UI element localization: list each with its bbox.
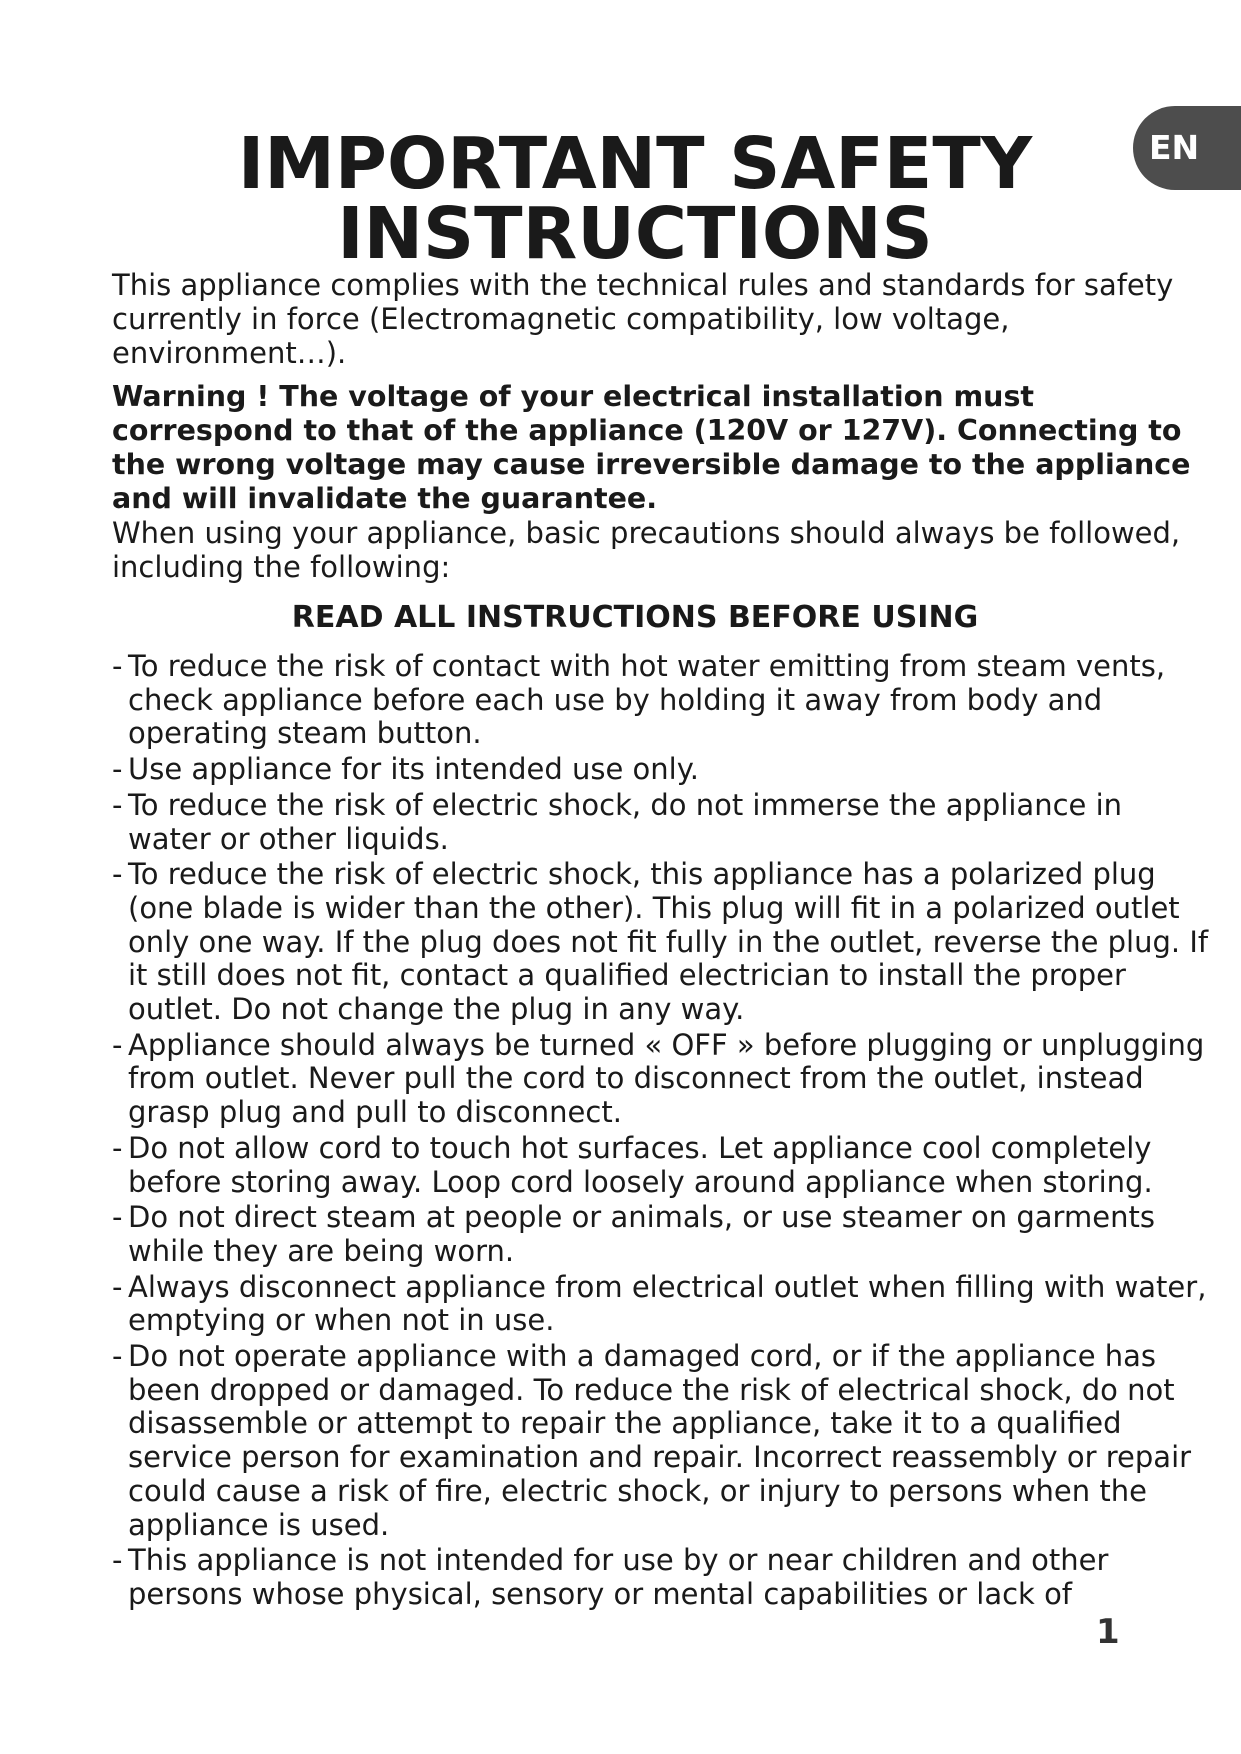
list-item-text: Always disconnect appliance from electrical outlet when filling with water, emptying or when not in use. bbox=[128, 1269, 1207, 1338]
list-item-text: Appliance should always be turned « OFF » before plugging or unplugging from outlet. Never pull the cord to disconnect from the outlet, instead grasp plug and pull to disconnect. bbox=[128, 1027, 1205, 1130]
list-item bbox=[112, 789, 1212, 856]
list-item bbox=[112, 1340, 1212, 1542]
list-item bbox=[112, 1029, 1212, 1130]
bullet-dash: - bbox=[112, 1269, 123, 1304]
page-title-line-1: IMPORTANT SAFETY bbox=[237, 122, 1033, 205]
voltage-warning: Warning ! The voltage of your electrical installation must correspond to that of the appliance (120V or 127V). Connecting to the wrong voltage may cause irreversible damage to the appliance and will invalidate the guarantee. bbox=[112, 380, 1191, 515]
bullet-dash: - bbox=[112, 1027, 123, 1062]
list-item-text: To reduce the risk of contact with hot water emitting from steam vents, check appliance before each use by holding it away from body and operating steam button. bbox=[128, 649, 1166, 751]
list-item-text: Do not operate appliance with a damaged cord, or if the appliance has been dropped or damaged. To reduce the risk of electrical shock, do not disassemble or attempt to repair the appliance, take it to a qualified service person for examination and repair. Incorrect reassembly or repair could cause a risk of fire, electric shock, or injury to persons when the appliance is used. bbox=[128, 1339, 1192, 1542]
list-item bbox=[112, 753, 1212, 787]
list-item-text: To reduce the risk of electric shock, this appliance has a polarized plug (one blade is wider than the other). This plug will fit in a polarized outlet only one way. If the plug does not fit fully in the outlet, reverse the plug. If it still does not fit, contact a qualified electrician to install the proper outlet. Do not change the plug in any way. bbox=[128, 857, 1209, 1027]
language-tab: EN bbox=[1133, 106, 1241, 190]
bullet-dash: - bbox=[112, 649, 123, 683]
safety-instruction-list bbox=[112, 650, 1212, 1614]
list-item-text: Do not direct steam at people or animals, or use steamer on garments while they are being worn. bbox=[128, 1200, 1155, 1268]
list-item bbox=[112, 1544, 1212, 1611]
bullet-dash: - bbox=[112, 1543, 123, 1578]
list-item bbox=[112, 858, 1212, 1027]
page-title-line-2: INSTRUCTIONS bbox=[337, 192, 933, 275]
bullet-dash: - bbox=[112, 1200, 123, 1235]
list-item bbox=[112, 650, 1212, 751]
list-item-text: This appliance is not intended for use by or near children and other persons whose physical, sensory or mental capabilities or lack of bbox=[128, 1543, 1109, 1611]
bullet-dash: - bbox=[112, 1130, 123, 1165]
section-heading: READ ALL INSTRUCTIONS BEFORE USING bbox=[291, 600, 979, 635]
list-item bbox=[112, 1201, 1212, 1268]
precautions-paragraph: When using your appliance, basic precautions should always be followed, including the following: bbox=[112, 516, 1181, 584]
list-item-text: Use appliance for its intended use only. bbox=[128, 752, 699, 787]
page-number: 1 bbox=[1096, 1612, 1120, 1652]
list-item bbox=[112, 1271, 1212, 1338]
list-item-text: Do not allow cord to touch hot surfaces. Let appliance cool completely before storing away. Loop cord loosely around appliance when storing. bbox=[128, 1130, 1153, 1199]
bullet-dash: - bbox=[112, 1339, 123, 1374]
bullet-dash: - bbox=[112, 787, 123, 822]
list-item bbox=[112, 1132, 1212, 1199]
bullet-dash: - bbox=[112, 857, 123, 892]
list-item-text: To reduce the risk of electric shock, do not immerse the appliance in water or other liquids. bbox=[128, 787, 1123, 856]
intro-paragraph: This appliance complies with the technical rules and standards for safety currently in force (Electromagnetic compatibility, low voltage, environment…). bbox=[112, 268, 1174, 370]
bullet-dash: - bbox=[112, 752, 123, 787]
